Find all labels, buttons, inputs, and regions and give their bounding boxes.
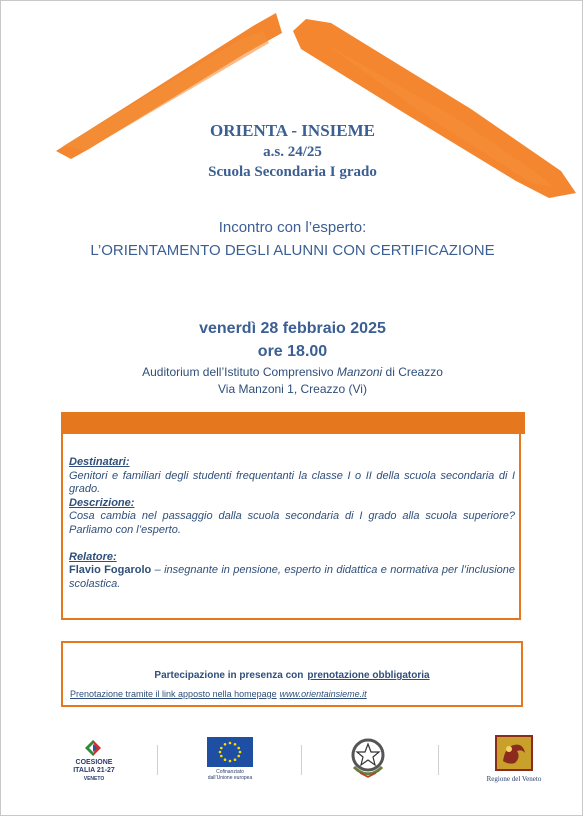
event-address: Via Manzoni 1, Creazzo (Vi) xyxy=(218,382,367,396)
school-level: Scuola Secondaria I grado xyxy=(208,164,377,180)
coesione-line-1: COESIONE xyxy=(75,759,113,766)
booking-required: prenotazione obbligatoria xyxy=(307,670,430,681)
venue-prefix: Auditorium dell’Istituto Comprensivo xyxy=(142,365,337,379)
booking-site[interactable]: www.orientainsieme.it xyxy=(279,689,367,699)
eu-flag-icon xyxy=(207,737,253,767)
speaker-info xyxy=(69,564,515,591)
logo-separator xyxy=(157,745,158,775)
speaker-name: Flavio Fogarolo xyxy=(69,564,152,577)
logos-row xyxy=(1,731,583,791)
event-time: ore 18.00 xyxy=(257,343,328,360)
page-title: ORIENTA - INSIEME xyxy=(210,121,375,140)
audience-text: Genitori e familiari degli studenti frequentanti la classe I o II della scuola secondaria di I grado. xyxy=(69,469,515,496)
speaker-text: – insegnante in pensione, esperto in didattica e normativa per l’inclusione scolastica. xyxy=(69,564,515,590)
veneto-lion-icon xyxy=(495,735,533,771)
coesione-line-3: VENETO xyxy=(83,776,105,782)
eu-caption-line-1: Cofinanziato xyxy=(216,769,244,775)
eu-caption xyxy=(197,769,263,781)
event-topic: L’ORIENTAMENTO DEGLI ALUNNI CON CERTIFICAZIONE xyxy=(90,242,495,259)
school-year: a.s. 24/25 xyxy=(263,144,322,160)
participation-line xyxy=(61,670,523,681)
booking-link[interactable] xyxy=(70,689,367,699)
participation-text: Partecipazione in presenza con xyxy=(154,670,304,681)
event-intro: Incontro con l’esperto: xyxy=(218,219,367,236)
details-text xyxy=(69,456,515,591)
description-label: Descrizione: xyxy=(69,496,135,509)
coesione-line-2: ITALIA 21-27 xyxy=(73,767,115,774)
event-date: venerdì 28 febbraio 2025 xyxy=(199,320,386,337)
veneto-caption: Regione del Veneto xyxy=(486,775,542,783)
description-text: Cosa cambia nel passaggio dalla scuola secondaria di I grado alla scuola superiore? Parliamo con l’esperto. xyxy=(69,510,515,536)
audience-label: Destinatari: xyxy=(69,456,130,468)
coesione-logo-text xyxy=(71,759,117,783)
venue-suffix: di Creazzo xyxy=(382,365,443,379)
logo-separator xyxy=(438,745,439,775)
venue-name: Manzoni xyxy=(336,365,383,379)
booking-text: Prenotazione tramite il link apposto nella homepage xyxy=(70,689,277,699)
eu-caption-line-2: dall’Unione europea xyxy=(207,775,253,781)
speaker-label: Relatore: xyxy=(69,550,117,563)
details-header-bar xyxy=(61,412,525,434)
coesione-logo-icon xyxy=(83,736,105,758)
event-venue xyxy=(1,365,583,379)
logo-separator xyxy=(301,745,302,775)
italian-republic-emblem-icon xyxy=(348,735,388,781)
